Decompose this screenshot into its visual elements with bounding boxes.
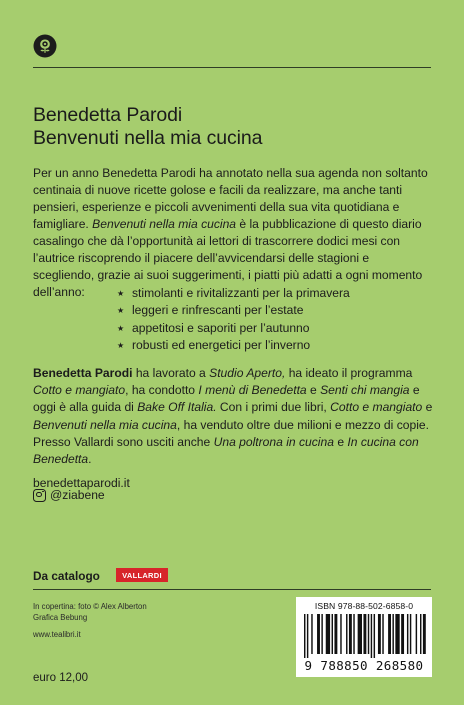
author-bio: Benedetta Parodi ha lavorato a Studio Aperto, ha ideato il programma Cotto e mangiato, ha condotto I menù di Benedetta e Senti chi mangia e oggi è alla guida di Bake Off Italia. Con i primi due libri, Cotto e mangiato e Benvenuti nella mia cucina, ha venduto oltre due milioni e mezzo di copie. Presso Vallardi sono usciti anche Una poltrona in cucina e In cucina con Benedetta. <box>33 366 433 467</box>
bottom-divider <box>33 589 431 590</box>
barcode-bar <box>388 614 391 654</box>
instagram-handle[interactable] <box>33 485 105 505</box>
barcode-bar <box>363 614 366 654</box>
barcode-bar <box>334 614 337 654</box>
instagram-handle-text: @ziabene <box>50 488 105 502</box>
barcode-bar <box>358 614 362 654</box>
instagram-icon <box>33 489 46 502</box>
credits-block <box>33 601 147 640</box>
star-bullet-icon: ★ <box>117 323 125 333</box>
barcode-bar <box>382 614 383 654</box>
barcode-bar <box>340 614 341 654</box>
barcode-bars <box>302 614 426 658</box>
barcode-bar <box>307 614 308 658</box>
barcode-bar <box>410 614 411 654</box>
book-description <box>33 165 433 301</box>
barcode-bar <box>378 614 381 654</box>
barcode-bar <box>349 614 352 654</box>
top-divider <box>33 67 431 68</box>
ean-digits: 9 788850 268580 <box>304 658 424 673</box>
barcode <box>296 597 432 677</box>
star-bullet-icon: ★ <box>117 289 125 298</box>
star-bullet-icon: ★ <box>117 340 125 350</box>
barcode-bar <box>346 614 347 654</box>
barcode-bar <box>416 614 417 654</box>
rose-logo-icon <box>33 34 57 58</box>
barcode-bar <box>321 614 322 654</box>
isbn-number: ISBN 978-88-502-6858-0 <box>314 601 414 611</box>
barcode-bar <box>368 614 369 654</box>
barcode-bar <box>326 614 330 654</box>
barcode-bar <box>371 614 372 658</box>
barcode-bar <box>401 614 404 654</box>
barcode-bar <box>332 614 333 654</box>
list-item: ★ stimolanti e rivitalizzanti per la primavera <box>117 285 350 302</box>
season-list <box>117 285 350 354</box>
author-name: Benedetta Parodi <box>33 104 183 126</box>
barcode-bar <box>423 614 426 654</box>
list-item: ★ robusti ed energetici per l’inverno <box>117 337 350 354</box>
barcode-bar <box>395 614 399 654</box>
description-text: Per un anno Benedetta Parodi ha annotato nella sua agenda non soltanto centinaia di nuove ricette golose e facili da realizzare, ma anche tanti pensieri, esperienze e piccoli avvenimenti della sua vita quotidiana e famigliare. <box>33 166 428 231</box>
barcode-bar <box>420 614 421 654</box>
description-title-italic: Benvenuti nella mia cucina <box>92 217 237 231</box>
book-title: Benvenuti nella mia cucina <box>33 127 263 149</box>
barcode-bar <box>353 614 354 654</box>
description-text-cont: è la pubblicazione di questo diario casalingo che dà l’opportunità ai lettori di trascorrere dodici mesi con l’autrice riscoprendo il piacere dell’avvicendarsi delle stagioni e scegliendo, grazie ai suoi suggerimenti, i piatti più adatti a ogni momento dell’anno: <box>33 217 423 299</box>
catalog-label: Da catalogo <box>33 569 100 583</box>
author-website-link[interactable]: benedettaparodi.it <box>33 476 130 490</box>
bio-author-name: Benedetta Parodi <box>33 366 133 380</box>
price: euro 12,00 <box>33 672 88 684</box>
list-item: ★ appetitosi e saporiti per l’autunno <box>117 320 350 337</box>
publisher-website[interactable]: www.tealibri.it <box>33 630 81 639</box>
barcode-bar <box>374 614 375 658</box>
barcode-bar <box>304 614 305 658</box>
cover-credit: In copertina: foto © Alex Alberton <box>33 602 147 611</box>
barcode-bar <box>407 614 408 654</box>
publisher-logo: VALLARDI <box>116 568 168 582</box>
design-credit: Grafica Bebung <box>33 613 88 622</box>
barcode-bar <box>311 614 312 654</box>
star-bullet-icon: ★ <box>117 306 125 316</box>
barcode-bar <box>392 614 393 654</box>
barcode-bar <box>317 614 320 654</box>
list-item: ★ leggeri e rinfrescanti per l’estate <box>117 302 350 319</box>
